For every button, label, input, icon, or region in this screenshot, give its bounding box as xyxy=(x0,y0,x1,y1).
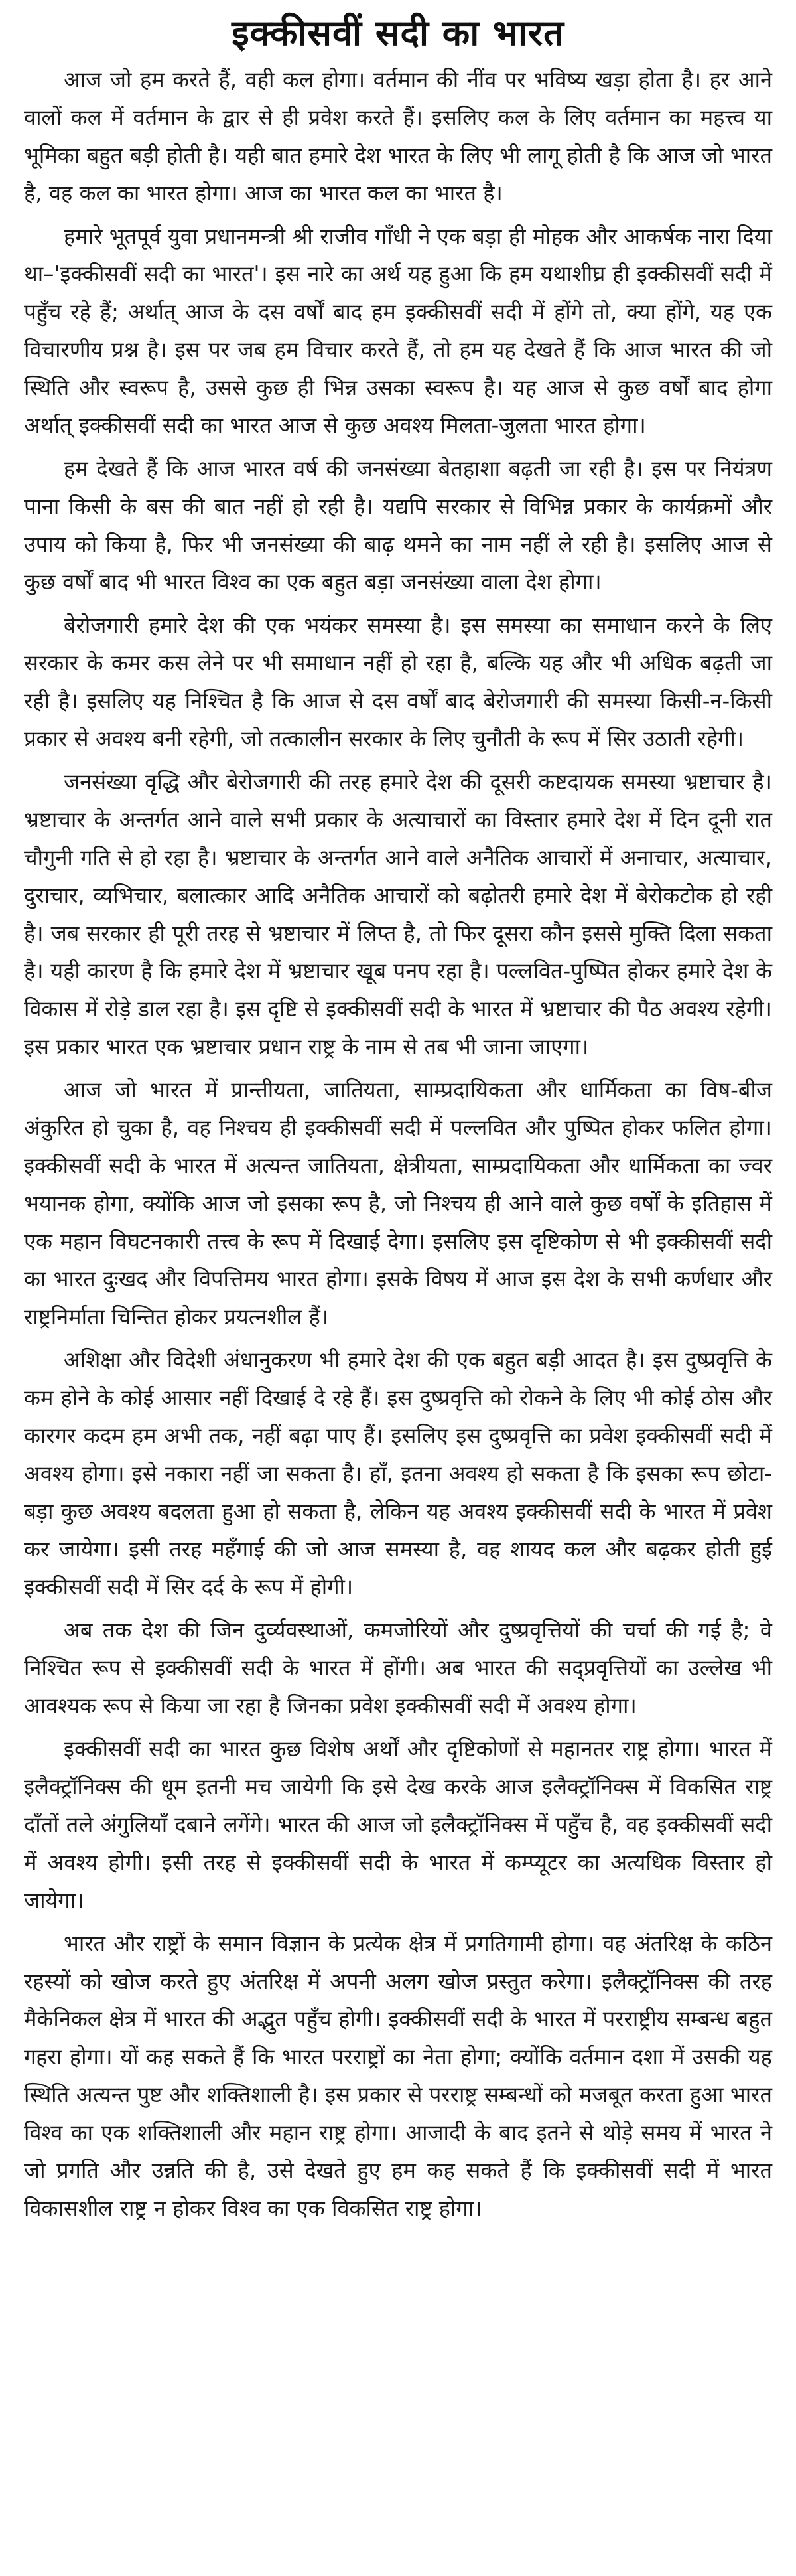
paragraph-1: आज जो हम करते हैं, वही कल होगा। वर्तमान की नींव पर भविष्य खड़ा होता है। हर आने वालों कल में वर्तमान के द्वार से ही प्रवेश करते हैं। इसलिए कल के लिए वर्तमान का महत्त्व या भूमिका बहुत बड़ी होती है। यही बात हमारे देश भारत के लिए भी लागू होती है कि आज जो भारत है, वह कल का भारत होगा। आज का भारत कल का भारत है। xyxy=(24,67,772,206)
paragraph-2: हमारे भूतपूर्व युवा प्रधानमन्त्री श्री राजीव गाँधी ने एक बड़ा ही मोहक और आकर्षक नारा दिया था–'इक्कीसवीं सदी का भारत'। इस नारे का अर्थ यह हुआ कि हम यथाशीघ्र ही इक्कीसवीं सदी में पहुँच रहे हैं; अर्थात् आज के दस वर्षों बाद हम इक्कीसवीं सदी में होंगे तो, क्या होंगे, यह एक विचारणीय प्रश्न है। इस पर जब हम विचार करते हैं, तो हम यह देखते हैं कि आज भारत की जो स्थिति और स्वरूप है, उससे कुछ ही भिन्न उसका स्वरूप है। यह आज से कुछ वर्षों बाद होगा अर्थात् इक्कीसवीं सदी का भारत आज से कुछ अवश्य मिलता-जुलता भारत होगा। xyxy=(24,224,772,438)
paragraph-7: अशिक्षा और विदेशी अंधानुकरण भी हमारे देश की एक बहुत बड़ी आदत है। इस दुष्प्रवृत्ति के कम होने के कोई आसार नहीं दिखाई दे रहे हैं। इस दुष्प्रवृत्ति को रोकने के लिए भी कोई ठोस और कारगर कदम हम अभी तक, नहीं बढ़ा पाए हैं। इसलिए इस दुष्प्रवृत्ति का प्रवेश इक्कीसवीं सदी में अवश्य होगा। इसे नकारा नहीं जा सकता है। हाँ, इतना अवश्य हो सकता है कि इसका रूप छोटा-बड़ा कुछ अवश्य बदलता हुआ हो सकता है, लेकिन यह अवश्य इक्कीसवीं सदी के भारत में प्रवेश कर जायेगा। इसी तरह महँगाई की जो आज समस्या है, वह शायद कल और बढ़कर होती हुई इक्कीसवीं सदी में सिर दर्द के रूप में होगी। xyxy=(24,1347,772,1600)
paragraph-10: भारत और राष्ट्रों के समान विज्ञान के प्रत्येक क्षेत्र में प्रगतिगामी होगा। वह अंतरिक्ष के कठिन रहस्यों को खोज करते हुए अंतरिक्ष में अपनी अलग खोज प्रस्तुत करेगा। इलैक्ट्रॉनिक्स की तरह मैकेनिकल क्षेत्र में भारत की अद्भुत पहुँच होगी। इक्कीसवीं सदी के भारत में परराष्ट्रीय सम्बन्ध बहुत गहरा होगा। यों कह सकते हैं कि भारत परराष्ट्रों का नेता होगा; क्योंकि वर्तमान दशा में उसकी यह स्थिति अत्यन्त पुष्ट और शक्तिशाली है। इस प्रकार से परराष्ट्र सम्बन्धों को मजबूत करता हुआ भारत विश्व का एक शक्तिशाली और महान राष्ट्र होगा। आजादी के बाद इतने से थोड़े समय में भारत ने जो प्रगति और उन्नति की है, उसे देखते हुए हम कह सकते हैं कि इक्कीसवीं सदी में भारत विकासशील राष्ट्र न होकर विश्व का एक विकसित राष्ट्र होगा। xyxy=(24,1931,772,2221)
paragraph-8: अब तक देश की जिन दुर्व्यवस्थाओं, कमजोरियों और दुष्प्रवृत्तियों की चर्चा की गई है; वे निश्चित रूप से इक्कीसवीं सदी के भारत में होंगी। अब भारत की सद्प्रवृत्तियों का उल्लेख भी आवश्यक रूप से किया जा रहा है जिनका प्रवेश इक्कीसवीं सदी में अवश्य होगा। xyxy=(24,1618,772,1718)
paragraph-4: बेरोजगारी हमारे देश की एक भयंकर समस्या है। इस समस्या का समाधान करने के लिए सरकार के कमर कस लेने पर भी समाधान नहीं हो रहा है, बल्कि यह और भी अधिक बढ़ती जा रही है। इसलिए यह निश्चित है कि आज से दस वर्षों बाद बेरोजगारी की समस्या किसी-न-किसी प्रकार से अवश्य बनी रहेगी, जो तत्कालीन सरकार के लिए चुनौती के रूप में सिर उठाती रहेगी। xyxy=(24,613,772,751)
page-title: इक्कीसवीं सदी का भारत xyxy=(232,12,564,54)
paragraph-5: जनसंख्या वृद्धि और बेरोजगारी की तरह हमारे देश की दूसरी कष्टदायक समस्या भ्रष्टाचार है। भ्रष्टाचार के अन्तर्गत आने वाले सभी प्रकार के अत्याचारों का विस्तार हमारे देश में दिन दूनी रात चौगुनी गति से हो रहा है। भ्रष्टाचार के अन्तर्गत आने वाले अनैतिक आचारों में अनाचार, अत्याचार, दुराचार, व्यभिचार, बलात्कार आदि अनैतिक आचारों को बढ़ोतरी हमारे देश में बेरोकटोक हो रही है। जब सरकार ही पूरी तरह से भ्रष्टाचार में लिप्त है, तो फिर दूसरा कौन इससे मुक्ति दिला सकता है। यही कारण है कि हमारे देश में भ्रष्टाचार खूब पनप रहा है। पल्लवित-पुष्पित होकर हमारे देश के विकास में रोड़े डाल रहा है। इस दृष्टि से इक्कीसवीं सदी के भारत में भ्रष्टाचार की पैठ अवश्य रहेगी। इस प्रकार भारत एक भ्रष्टाचार प्रधान राष्ट्र के नाम से तब भी जाना जाएगा। xyxy=(24,769,772,1059)
paragraph-6: आज जो भारत में प्रान्तीयता, जातियता, साम्प्रदायिकता और धार्मिकता का विष-बीज अंकुरित हो चुका है, वह निश्चय ही इक्कीसवीं सदी में पल्लवित और पुष्पित होकर फलित होगा। इक्कीसवीं सदी के भारत में अत्यन्त जातियता, क्षेत्रीयता, साम्प्रदायिकता और धार्मिकता का ज्वर भयानक होगा, क्योंकि आज जो इसका रूप है, जो निश्चय ही आने वाले कुछ वर्षों के इतिहास में एक महान विघटनकारी तत्त्व के रूप में दिखाई देगा। इसलिए इस दृष्टिकोण से भी इक्कीसवीं सदी का भारत दुःखद और विपत्तिमय भारत होगा। इसके विषय में आज इस देश के सभी कर्णधार और राष्ट्रनिर्माता चिन्तित होकर प्रयत्नशील हैं। xyxy=(24,1077,772,1329)
paragraph-9: इक्कीसवीं सदी का भारत कुछ विशेष अर्थों और दृष्टिकोणों से महानतर राष्ट्र होगा। भारत में इलैक्ट्रॉनिक्स की धूम इतनी मच जायेगी कि इसे देख करके आज इलैक्ट्रॉनिक्स में विकसित राष्ट्र दाँतों तले अंगुलियाँ दबाने लगेंगे। भारत की आज जो इलैक्ट्रॉनिक्स में पहुँच है, वह इक्कीसवीं सदी में अवश्य होगी। इसी तरह से इक्कीसवीं सदी के भारत में कम्प्यूटर का अत्यधिक विस्तार हो जायेगा। xyxy=(24,1736,772,1913)
essay-body xyxy=(24,61,772,2233)
paragraph-3: हम देखते हैं कि आज भारत वर्ष की जनसंख्या बेतहाशा बढ़ती जा रही है। इस पर नियंत्रण पाना किसी के बस की बात नहीं हो रही है। यद्यपि सरकार से विभिन्न प्रकार के कार्यक्रमों और उपाय को किया है, फिर भी जनसंख्या की बाढ़ थमने का नाम नहीं ले रही है। इसलिए आज से कुछ वर्षों बाद भी भारत विश्व का एक बहुत बड़ा जनसंख्या वाला देश होगा। xyxy=(24,456,772,595)
